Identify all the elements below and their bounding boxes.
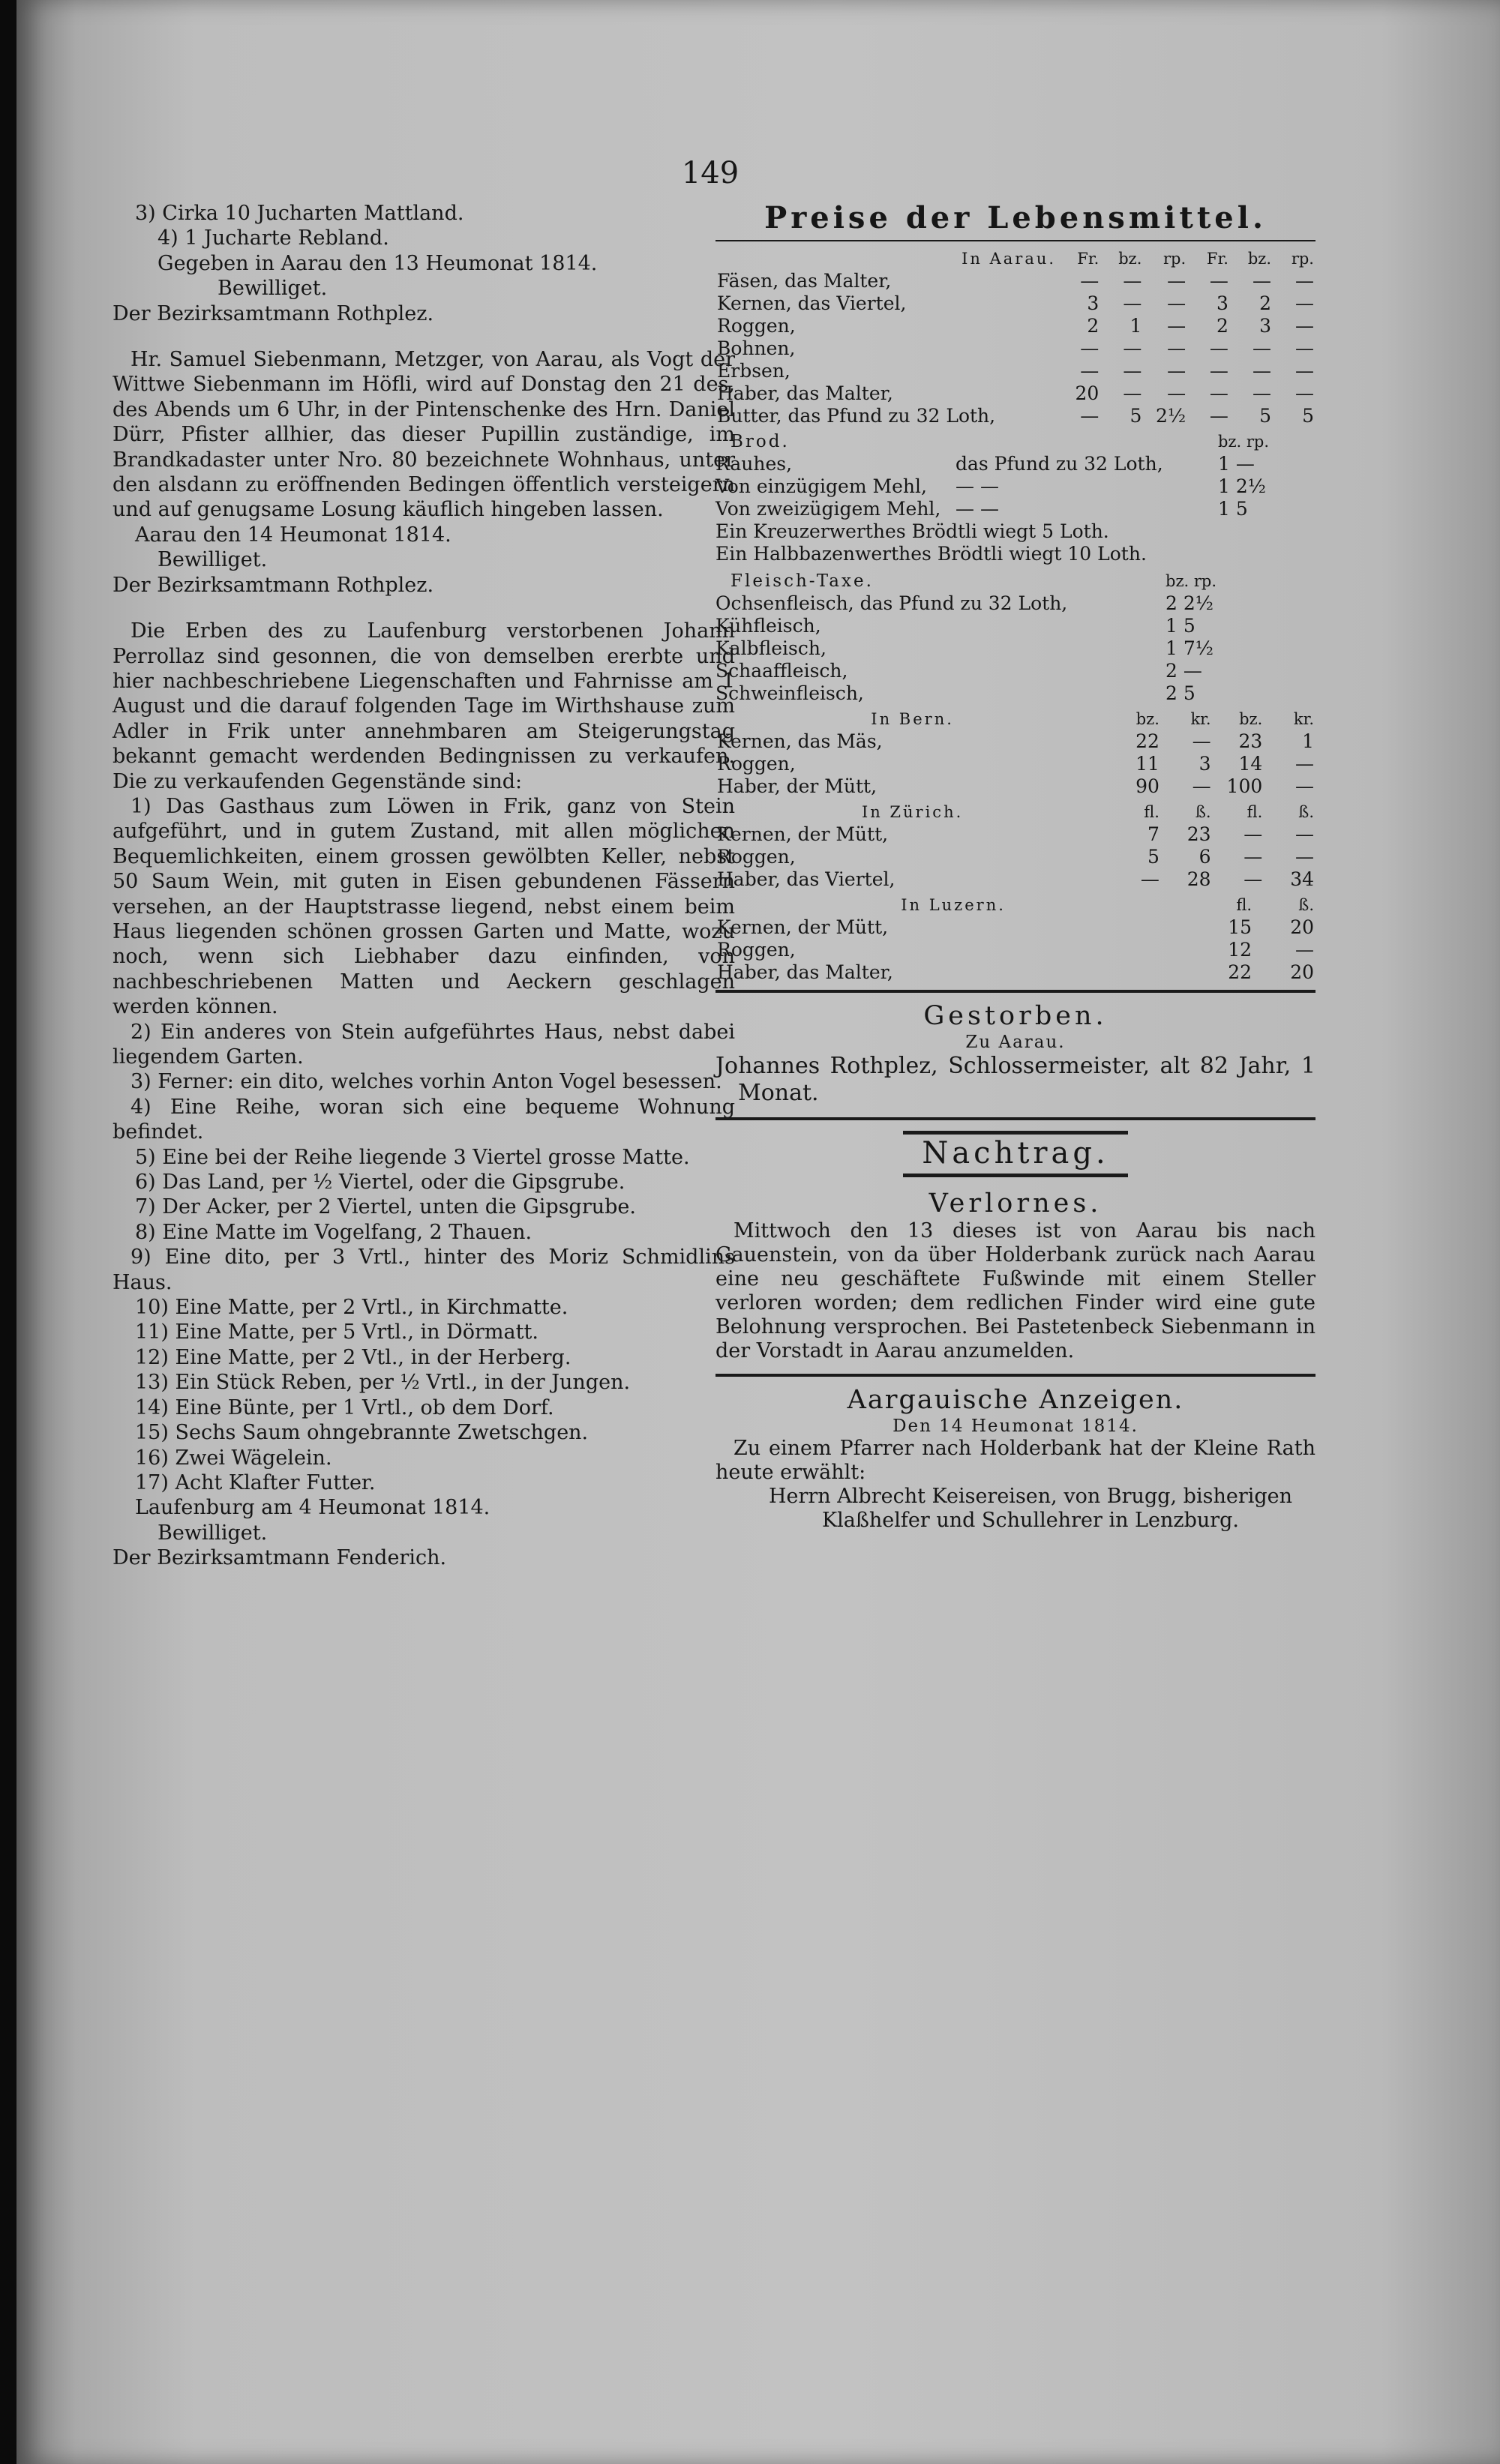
table-row bbox=[716, 846, 1316, 868]
divider bbox=[716, 1117, 1316, 1120]
unit-header-rp: rp. bbox=[1193, 572, 1217, 590]
item-unit: — — bbox=[956, 498, 999, 520]
item-name: Schweinfleisch, bbox=[716, 682, 864, 704]
item-name: Ochsenfleisch, das Pfund zu 32 Loth, bbox=[716, 592, 1068, 614]
price-cell: 1 5 bbox=[1166, 615, 1196, 637]
meat-header bbox=[716, 570, 1316, 592]
price-cell: — bbox=[1244, 823, 1263, 845]
table-row bbox=[716, 315, 1316, 337]
price-cell: — bbox=[1167, 382, 1186, 404]
unit-header: bz. bbox=[1118, 250, 1142, 268]
list-item: 2) Ein anderes von Stein aufgeführtes Haus, nebst dabei liegendem Garten. bbox=[112, 1020, 735, 1069]
deaths-text: Johannes Rothplez, Schlossermeister, alt 82 Jahr, 1 Monat. bbox=[716, 1053, 1316, 1106]
table-row bbox=[716, 682, 1316, 705]
table-row bbox=[716, 405, 1316, 427]
unit-header: fl. bbox=[1144, 803, 1160, 821]
price-cell: — bbox=[1123, 360, 1142, 382]
price-cell: — bbox=[1295, 360, 1314, 382]
price-cell: — bbox=[1167, 337, 1186, 359]
table-row bbox=[716, 382, 1316, 405]
price-cell: 5 bbox=[1130, 405, 1142, 427]
unit-header: bz. bbox=[1136, 710, 1160, 728]
item-name: Von zweizügigem Mehl, bbox=[716, 498, 941, 520]
bread-section bbox=[716, 430, 1316, 565]
price-cell: — bbox=[1167, 315, 1186, 337]
unit-header bbox=[1166, 570, 1316, 592]
item-name: Bohnen, bbox=[717, 337, 796, 359]
table-header-row bbox=[716, 247, 1316, 270]
item-name: Kühfleisch, bbox=[716, 615, 821, 637]
price-cell: — bbox=[1244, 846, 1263, 868]
price-cell: — bbox=[1252, 337, 1271, 359]
table-row bbox=[716, 868, 1316, 891]
price-cell: 20 bbox=[1290, 916, 1314, 938]
price-cell: — bbox=[1123, 382, 1142, 404]
item-name: Kernen, der Mütt, bbox=[717, 823, 889, 845]
price-cell: — bbox=[1080, 337, 1100, 359]
price-cell: — bbox=[1209, 382, 1228, 404]
supplement-title: Nachtrag. bbox=[922, 1136, 1109, 1171]
aarau-price-table bbox=[716, 247, 1316, 427]
unit-header: Fr. bbox=[1077, 250, 1100, 268]
intro-approved: Bewilliget. bbox=[218, 277, 328, 301]
price-cell: 23 bbox=[1238, 730, 1263, 752]
unit-header: ß. bbox=[1298, 896, 1314, 914]
price-cell: — bbox=[1252, 270, 1271, 292]
list-item: 11) Eine Matte, per 5 Vrtl., in Dörmatt. bbox=[135, 1320, 538, 1344]
price-cell: 22 bbox=[1228, 961, 1252, 983]
supplement-text: Mittwoch den 13 dieses ist von Aarau bis nach Gauenstein, von da über Holderbank zurück nach Aarau eine neu geschäftete Fußwinde mit einem Steller verloren worden; dem redlichen Finder wird eine gute Belohnung versprochen. Bei Pastetenbeck Siebenmann in der Vorstadt in Aarau anzumelden. bbox=[716, 1219, 1316, 1362]
list-item: 4) Eine Reihe, woran sich eine bequeme Wohnung befindet. bbox=[112, 1095, 735, 1144]
unit-header: rp. bbox=[1162, 250, 1186, 268]
left-column bbox=[112, 201, 735, 1571]
price-cell: — bbox=[1140, 868, 1160, 890]
price-cell: 3 bbox=[1216, 292, 1228, 314]
list-item: 17) Acht Klafter Futter. bbox=[135, 1470, 376, 1494]
list-item: 6) Das Land, per ½ Viertel, oder die Gipsgrube. bbox=[135, 1171, 626, 1195]
table-row bbox=[716, 660, 1316, 682]
price-cell: — bbox=[1295, 382, 1314, 404]
city-label: In Luzern. bbox=[901, 896, 1006, 914]
unit-header: kr. bbox=[1190, 710, 1211, 728]
list-item: 10) Eine Matte, per 2 Vrtl., in Kirchmatte. bbox=[135, 1296, 568, 1320]
price-cell: 14 bbox=[1238, 753, 1263, 775]
table-row bbox=[716, 498, 1316, 520]
table-row bbox=[716, 270, 1316, 292]
unit-header: fl. bbox=[1246, 803, 1263, 821]
item-name: Rauhes, bbox=[716, 453, 793, 475]
item-name: Roggen, bbox=[717, 753, 796, 775]
price-cell: — bbox=[1252, 382, 1271, 404]
price-cell: 20 bbox=[1075, 382, 1100, 404]
announcements-title: Aargauische Anzeigen. bbox=[847, 1385, 1184, 1415]
unit-header: bz. bbox=[1247, 250, 1271, 268]
list-item: 15) Sechs Saum ohngebrannte Zwetschgen. bbox=[135, 1421, 589, 1445]
unit-header-bz: bz. bbox=[1218, 433, 1242, 451]
table-row bbox=[716, 823, 1316, 846]
unit-header: ß. bbox=[1195, 803, 1211, 821]
unit-header bbox=[1218, 430, 1316, 453]
price-cell: 90 bbox=[1136, 775, 1160, 797]
table-row bbox=[716, 615, 1316, 637]
table-row bbox=[716, 753, 1316, 775]
list-item: 9) Eine dito, per 3 Vrtl., hinter des Moriz Schmidlins Haus. bbox=[112, 1245, 735, 1294]
unit-header: bz. bbox=[1239, 710, 1263, 728]
price-cell: 2 bbox=[1259, 292, 1271, 314]
price-cell: — bbox=[1167, 360, 1186, 382]
price-cell: — bbox=[1123, 292, 1142, 314]
price-cell: 34 bbox=[1290, 868, 1314, 890]
section-label: Brod. bbox=[730, 432, 790, 451]
intro-signature: Der Bezirksamtmann Rothplez. bbox=[112, 301, 434, 325]
table-row bbox=[716, 592, 1316, 615]
price-cell: — bbox=[1080, 270, 1100, 292]
price-cell: 2 — bbox=[1166, 660, 1202, 682]
announcements-date: Den 14 Heumonat 1814. bbox=[892, 1416, 1138, 1436]
page-number: 149 bbox=[681, 156, 740, 190]
list-item: 14) Eine Bünte, per 1 Vrtl., ob dem Dorf. bbox=[135, 1395, 554, 1419]
list-item: 16) Zwei Wägelein. bbox=[135, 1446, 332, 1470]
list-item: 8) Eine Matte im Vogelfang, 2 Thauen. bbox=[135, 1220, 532, 1244]
price-cell: — bbox=[1209, 360, 1228, 382]
table-row bbox=[716, 775, 1316, 798]
list-item: 5) Eine bei der Reihe liegende 3 Viertel grosse Matte. bbox=[135, 1145, 690, 1169]
item-name: Schaaffleisch, bbox=[716, 660, 848, 682]
table-row bbox=[716, 916, 1316, 939]
price-cell: — bbox=[1252, 360, 1271, 382]
table-row bbox=[716, 337, 1316, 360]
item-name: Kalbfleisch, bbox=[716, 637, 826, 659]
price-cell: — bbox=[1295, 753, 1314, 775]
list-item: 1) Das Gasthaus zum Löwen in Frik, ganz von Stein aufgeführt, und in gutem Zustand, mit allen möglichen Bequemlichkeiten, einem grossen gewölbten Keller, nebst 50 Saum Wein, mit guten in Eisen gebundenen Fässern versehen, an der Hauptstrasse liegend, nebst einem beim Haus liegenden schönen grossen Garten und Matte, wozu noch, wenn sich Liebhaber dazu einfinden, von nachbeschriebenen Matten und Aeckern geschlagen werden können. bbox=[112, 794, 735, 1019]
price-cell: 2 bbox=[1216, 315, 1228, 337]
price-cell: 2 2½ bbox=[1166, 592, 1214, 614]
prices-title: Preise der Lebensmittel. bbox=[764, 200, 1267, 235]
price-cell: 15 bbox=[1228, 916, 1252, 938]
notice-approved: Bewilliget. bbox=[158, 1521, 268, 1545]
item-name: Haber, das Malter, bbox=[717, 961, 893, 983]
price-cell: — bbox=[1295, 846, 1314, 868]
price-cell: — bbox=[1192, 775, 1211, 797]
price-cell: 23 bbox=[1186, 823, 1211, 845]
table-header-row bbox=[716, 801, 1316, 823]
item-unit: — — bbox=[956, 475, 999, 497]
bread-note: Ein Halbbazenwerthes Brödtli wiegt 10 Loth. bbox=[716, 543, 1147, 565]
price-cell: — bbox=[1080, 405, 1100, 427]
table-row bbox=[716, 453, 1316, 475]
price-cell: 2½ bbox=[1156, 405, 1186, 427]
price-cell: 7 bbox=[1147, 823, 1160, 845]
table-header-row bbox=[716, 708, 1316, 730]
unit-header-rp: rp. bbox=[1246, 433, 1270, 451]
item-name: Haber, der Mütt, bbox=[717, 775, 878, 797]
notice-text: Hr. Samuel Siebenmann, Metzger, von Aarau, als Vogt der Wittwe Siebenmann im Höfli, wird auf Donstag den 21 des, des Abends um 6 Uhr, in der Pintenschenke des Hrn. Daniel Dürr, Pfister allhier, das dieser Pupillin zuständige, im Brandkadaster unter Nro. 80 bezeichnete Wohnhaus, unter den alsdann zu eröffnenden Bedingen öffentlich versteigern und auf genugsame Losung käuflich hingeben lassen. bbox=[112, 348, 735, 522]
table-row bbox=[716, 637, 1316, 660]
price-cell: 1 bbox=[1302, 730, 1314, 752]
price-cell: 11 bbox=[1136, 753, 1160, 775]
price-cell: 1 5 bbox=[1218, 498, 1248, 520]
item-name: Haber, das Malter, bbox=[717, 382, 893, 404]
price-cell: 2 5 bbox=[1166, 682, 1196, 704]
intro-date: Gegeben in Aarau den 13 Heumonat 1814. bbox=[158, 251, 598, 275]
table-row bbox=[716, 360, 1316, 382]
list-item: 12) Eine Matte, per 2 Vtl., in der Herberg. bbox=[135, 1345, 572, 1369]
notice-approved: Bewilliget. bbox=[158, 548, 268, 572]
price-cell: 2 bbox=[1087, 315, 1100, 337]
price-cell: 3 bbox=[1259, 315, 1271, 337]
item-name: Kernen, der Mütt, bbox=[717, 916, 889, 938]
price-cell: 20 bbox=[1290, 961, 1314, 983]
price-cell: — bbox=[1209, 337, 1228, 359]
price-cell: 5 bbox=[1147, 846, 1160, 868]
right-column bbox=[716, 201, 1316, 1533]
deaths-place: Zu Aarau. bbox=[965, 1033, 1066, 1052]
price-cell: — bbox=[1080, 360, 1100, 382]
price-cell: — bbox=[1295, 337, 1314, 359]
price-cell: 100 bbox=[1226, 775, 1263, 797]
price-cell: 3 bbox=[1198, 753, 1211, 775]
price-cell: — bbox=[1167, 270, 1186, 292]
divider bbox=[716, 990, 1316, 993]
price-cell: — bbox=[1295, 315, 1314, 337]
notice-signature: Der Bezirksamtmann Fenderich. bbox=[112, 1546, 447, 1570]
bern-price-table bbox=[716, 708, 1316, 798]
city-label: In Aarau. bbox=[962, 250, 1057, 268]
item-name: Kernen, das Viertel, bbox=[717, 292, 907, 314]
price-cell: — bbox=[1295, 270, 1314, 292]
newspaper-page bbox=[16, 0, 1500, 2464]
section-label: Fleisch-Taxe. bbox=[730, 571, 874, 591]
announcements-person: Herrn Albrecht Keisereisen, von Brugg, bisherigen Klaßhelfer und Schullehrer in Lenzburg. bbox=[768, 1485, 1293, 1532]
announcements-text: Zu einem Pfarrer nach Holderbank hat der Kleine Rath heute erwählt: bbox=[716, 1437, 1316, 1484]
unit-header: ß. bbox=[1298, 803, 1314, 821]
table-row bbox=[716, 292, 1316, 315]
unit-header-bz: bz. bbox=[1166, 572, 1190, 590]
price-cell: — bbox=[1123, 337, 1142, 359]
spacer bbox=[112, 326, 735, 347]
divider bbox=[716, 1374, 1316, 1377]
price-cell: 5 bbox=[1302, 405, 1314, 427]
price-cell: — bbox=[1123, 270, 1142, 292]
item-name: Kernen, das Mäs, bbox=[717, 730, 883, 752]
list-item: 7) Der Acker, per 2 Viertel, unten die Gipsgrube. bbox=[135, 1195, 636, 1219]
price-cell: — bbox=[1295, 939, 1314, 961]
item-name: Roggen, bbox=[717, 939, 796, 961]
intro-item: 3) Cirka 10 Jucharten Mattland. bbox=[135, 202, 464, 225]
item-unit: das Pfund zu 32 Loth, bbox=[956, 453, 1163, 475]
price-cell: — bbox=[1209, 405, 1228, 427]
luzern-price-table bbox=[716, 894, 1316, 984]
price-cell: 1 2½ bbox=[1218, 475, 1266, 497]
supplement-subtitle: Verlornes. bbox=[928, 1189, 1102, 1219]
price-cell: 1 bbox=[1130, 315, 1142, 337]
table-row bbox=[716, 961, 1316, 984]
divider bbox=[716, 240, 1316, 241]
deaths-title: Gestorben. bbox=[923, 1001, 1108, 1031]
price-cell: — bbox=[1209, 270, 1228, 292]
city-label: In Bern. bbox=[871, 710, 954, 728]
notice-date: Aarau den 14 Heumonat 1814. bbox=[135, 523, 452, 547]
price-cell: — bbox=[1244, 868, 1263, 890]
city-label: In Zürich. bbox=[861, 803, 964, 821]
table-header-row bbox=[716, 894, 1316, 916]
item-name: Roggen, bbox=[717, 315, 796, 337]
unit-header: rp. bbox=[1291, 250, 1314, 268]
price-cell: 5 bbox=[1259, 405, 1271, 427]
table-row bbox=[716, 939, 1316, 961]
list-item: 13) Ein Stück Reben, per ½ Vrtl., in der Jungen. bbox=[135, 1371, 631, 1395]
price-cell: 1 7½ bbox=[1166, 637, 1214, 659]
price-cell: 22 bbox=[1136, 730, 1160, 752]
price-cell: 1 — bbox=[1218, 453, 1255, 475]
price-cell: — bbox=[1295, 823, 1314, 845]
price-cell: 12 bbox=[1228, 939, 1252, 961]
item-name: Von einzügigem Mehl, bbox=[716, 475, 927, 497]
unit-header: Fr. bbox=[1206, 250, 1228, 268]
unit-header: fl. bbox=[1236, 896, 1252, 914]
table-row bbox=[716, 475, 1316, 498]
price-cell: 3 bbox=[1087, 292, 1100, 314]
item-name: Haber, das Viertel, bbox=[717, 868, 896, 890]
meat-section bbox=[716, 570, 1316, 705]
table-row bbox=[716, 730, 1316, 753]
notice-text: Die Erben des zu Laufenburg verstorbenen Johann Perrollaz sind gesonnen, die von demselben ererbte und hier nachbeschriebene Liegenschaften und Fahrnisse am 1 August und die darauf folgenden Tage im Wirthshause zum Adler in Frik unter annehmbaren am Steigerungstag bekannt gemacht werdenden Bedingnissen zu verkaufen. Die zu verkaufenden Gegenstände sind: bbox=[112, 619, 735, 793]
list-item: 3) Ferner: ein dito, welches vorhin Anton Vogel besessen. bbox=[130, 1070, 722, 1094]
notice-date: Laufenburg am 4 Heumonat 1814. bbox=[135, 1496, 490, 1520]
supplement-box bbox=[903, 1131, 1128, 1177]
item-name: Butter, das Pfund zu 32 Loth, bbox=[717, 405, 996, 427]
price-cell: 6 bbox=[1198, 846, 1211, 868]
notice-signature: Der Bezirksamtmann Rothplez. bbox=[112, 573, 434, 597]
intro-item: 4) 1 Jucharte Rebland. bbox=[158, 226, 389, 250]
bread-header bbox=[716, 430, 1316, 453]
price-cell: — bbox=[1192, 730, 1211, 752]
price-cell: — bbox=[1295, 775, 1314, 797]
spacer bbox=[112, 598, 735, 619]
price-cell: — bbox=[1295, 292, 1314, 314]
price-cell: — bbox=[1167, 292, 1186, 314]
item-name: Erbsen, bbox=[717, 360, 790, 382]
item-name: Fäsen, das Malter, bbox=[717, 270, 892, 292]
item-name: Roggen, bbox=[717, 846, 796, 868]
price-cell: 28 bbox=[1186, 868, 1211, 890]
bread-note: Ein Kreuzerwerthes Brödtli wiegt 5 Loth. bbox=[716, 520, 1109, 542]
zuerich-price-table bbox=[716, 801, 1316, 891]
unit-header: kr. bbox=[1293, 710, 1314, 728]
